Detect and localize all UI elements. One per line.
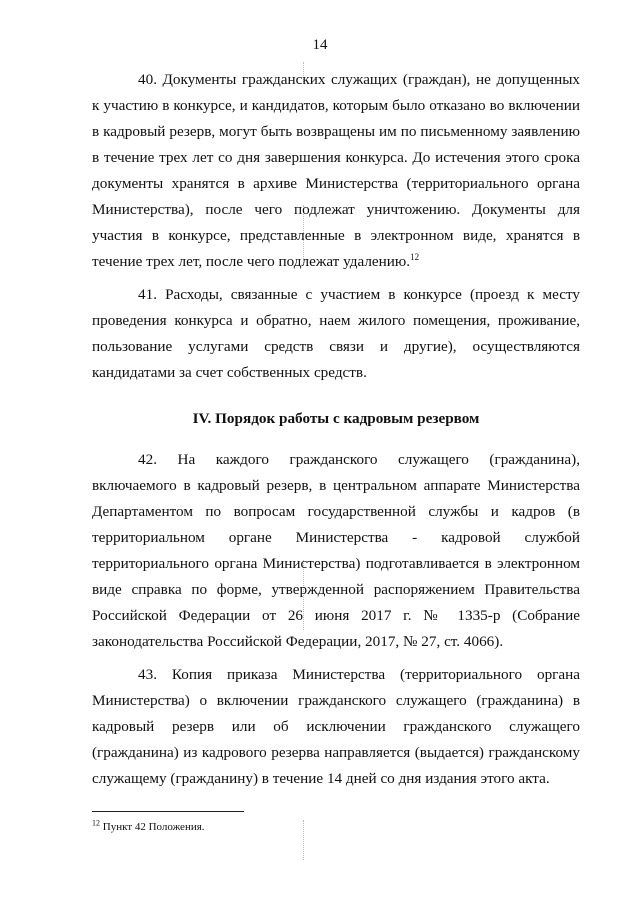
paragraph-43: 43. Копия приказа Министерства (территориального органа Министерства) о включении гражданского служащего (гражданина) в кадровый резерв или об исключении гражданского служащего (гражданина) из кадрового резерва направляется (выдается) гражданскому служащему (гражданину) в течение 14 дней со дня издания этого акта. [92,666,580,787]
footnote-reference: 12 [410,251,420,262]
scan-artifact-line [303,820,304,860]
document-body [92,67,580,792]
footnote-separator [92,811,244,812]
page-number: 14 [312,37,328,53]
footnote-text: Пункт 42 Положения. [102,821,205,833]
paragraph-40 [92,67,580,275]
paragraph-40-text: 40. Документы гражданских служащих (граждан), не допущенных к участию в конкурсе, и кандидатов, которым было отказано во включении в кадровый резерв, могут быть возвращены им по письменному заявлению в течение трех лет со дня завершения конкурса. До истечения этого срока документы хранятся в архиве Министерства (территориального органа Министерства), после чего подлежат уничтожению. Документы для участия в конкурсе, представленные в электронном виде, хранятся в течение трех лет, после чего подлежат удалению. [92,71,580,270]
footnote [92,820,205,834]
section-heading: IV. Порядок работы с кадровым резервом [192,410,480,427]
footnote-marker: 12 [92,818,100,828]
paragraph-41: 41. Расходы, связанные с участием в конкурсе (проезд к месту проведения конкурса и обратно, наем жилого помещения, проживание, пользование услугами средств связи и другие), осуществляются кандидатами за счет собственных средств. [92,286,580,381]
paragraph-42: 42. На каждого гражданского служащего (гражданина), включаемого в кадровый резерв, в центральном аппарате Министерства Департаментом по вопросам государственной службы и кадров (в территориальном органе Министерства - кадровой службой территориального органа Министерства) подготавливается в электронном виде справка по форме, утвержденной распоряжением Правительства Российской Федерации от 26 июня 2017 г. № 1335-р (Собрание законодательства Российской Федерации, 2017, № 27, ст. 4066). [92,451,580,650]
